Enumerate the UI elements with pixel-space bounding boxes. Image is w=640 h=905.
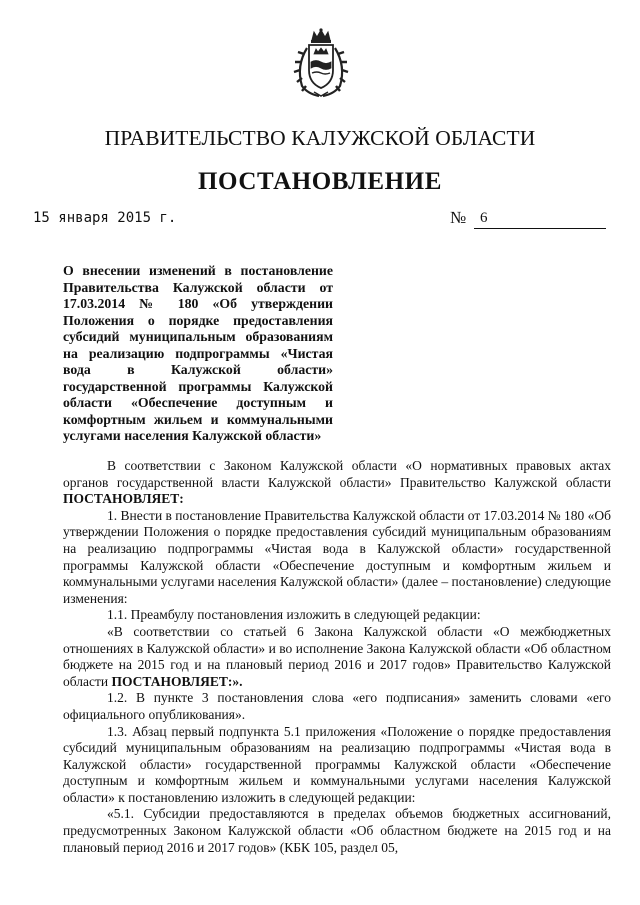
paragraph-item-1-1: 1.1. Преамбулу постановления изложить в следующей редакции:	[107, 607, 481, 623]
paragraph-preamble: В соответствии с Законом Калужской области «О нормативных правовых актах органов государственной власти Калужской области» Правительство Калужской области ПОСТАНОВЛЯЕТ:	[63, 458, 611, 507]
resolves-keyword: ПОСТАНОВЛЯЕТ:	[63, 491, 184, 507]
paragraph-item-1-3: 1.3. Абзац первый подпункта 5.1 приложения «Положение о порядке предоставления субсидий муниципальным образованиям на реализацию подпрограммы «Чистая вода в Калужской области» государственной программы Калужской области «Обеспечение доступным и комфортным жильем и коммунальными услугами населения Калужской области» к постановлению изложить в следующей редакции:	[63, 723, 611, 805]
document-number: 6	[480, 210, 488, 226]
document-subject: О внесении изменений в постановление Правительства Калужской области от 17.03.2014 № 180 «Об утверждении Положения о порядке предоставления субсидий муниципальным образованиям на реализацию подпрограммы «Чистая вода в Калужской области» государственной программы Калужской области «Обеспечение доступным и комфортным жильем и коммунальными услугами населения Калужской области»	[63, 263, 333, 443]
document-type-title: ПОСТАНОВЛЕНИЕ	[197, 168, 443, 195]
document-body	[63, 458, 611, 856]
paragraph-item-1: 1. Внести в постановление Правительства Калужской области от 17.03.2014 № 180 «Об утверждении Положения о порядке предоставления субсидий муниципальным образованиям на реализацию подпрограммы «Чистая вода в Калужской области» государственной программы Калужской области «Обеспечение доступным и комфортным жильем и коммунальными услугами населения Калужской области» (далее – постановление) следующие изменения:	[63, 507, 611, 606]
number-field	[474, 212, 606, 229]
organization-heading: ПРАВИТЕЛЬСТВО КАЛУЖСКОЙ ОБЛАСТИ	[104, 126, 536, 150]
number-label: №	[450, 208, 467, 227]
document-date: 15 января 2015 г.	[33, 210, 177, 226]
paragraph-quoted-preamble: «В соответствии со статьей 6 Закона Калужской области «О межбюджетных отношениях в Калужской области» и во исполнение Закона Калужской области «Об областном бюджете на 2015 год и на плановый период 2016 и 2017 годов» Правительство Калужской области ПОСТАНОВЛЯЕТ:».	[63, 623, 611, 689]
closing-quote: ».	[232, 673, 243, 689]
resolves-keyword: ПОСТАНОВЛЯЕТ:	[111, 673, 233, 689]
paragraph-item-1-2: 1.2. В пункте 3 постановления слова «его подписания» заменить словами «его официального опубликования».	[63, 690, 611, 722]
coat-of-arms-emblem	[292, 28, 350, 98]
paragraph-item-5-1: «5.1. Субсидии предоставляются в пределах объемов бюджетных ассигнований, предусмотренных Законом Калужской области «Об областном бюджете на 2015 год и на плановый период 2016 и 2017 годов» (КБК 105, раздел 05,	[63, 806, 611, 855]
